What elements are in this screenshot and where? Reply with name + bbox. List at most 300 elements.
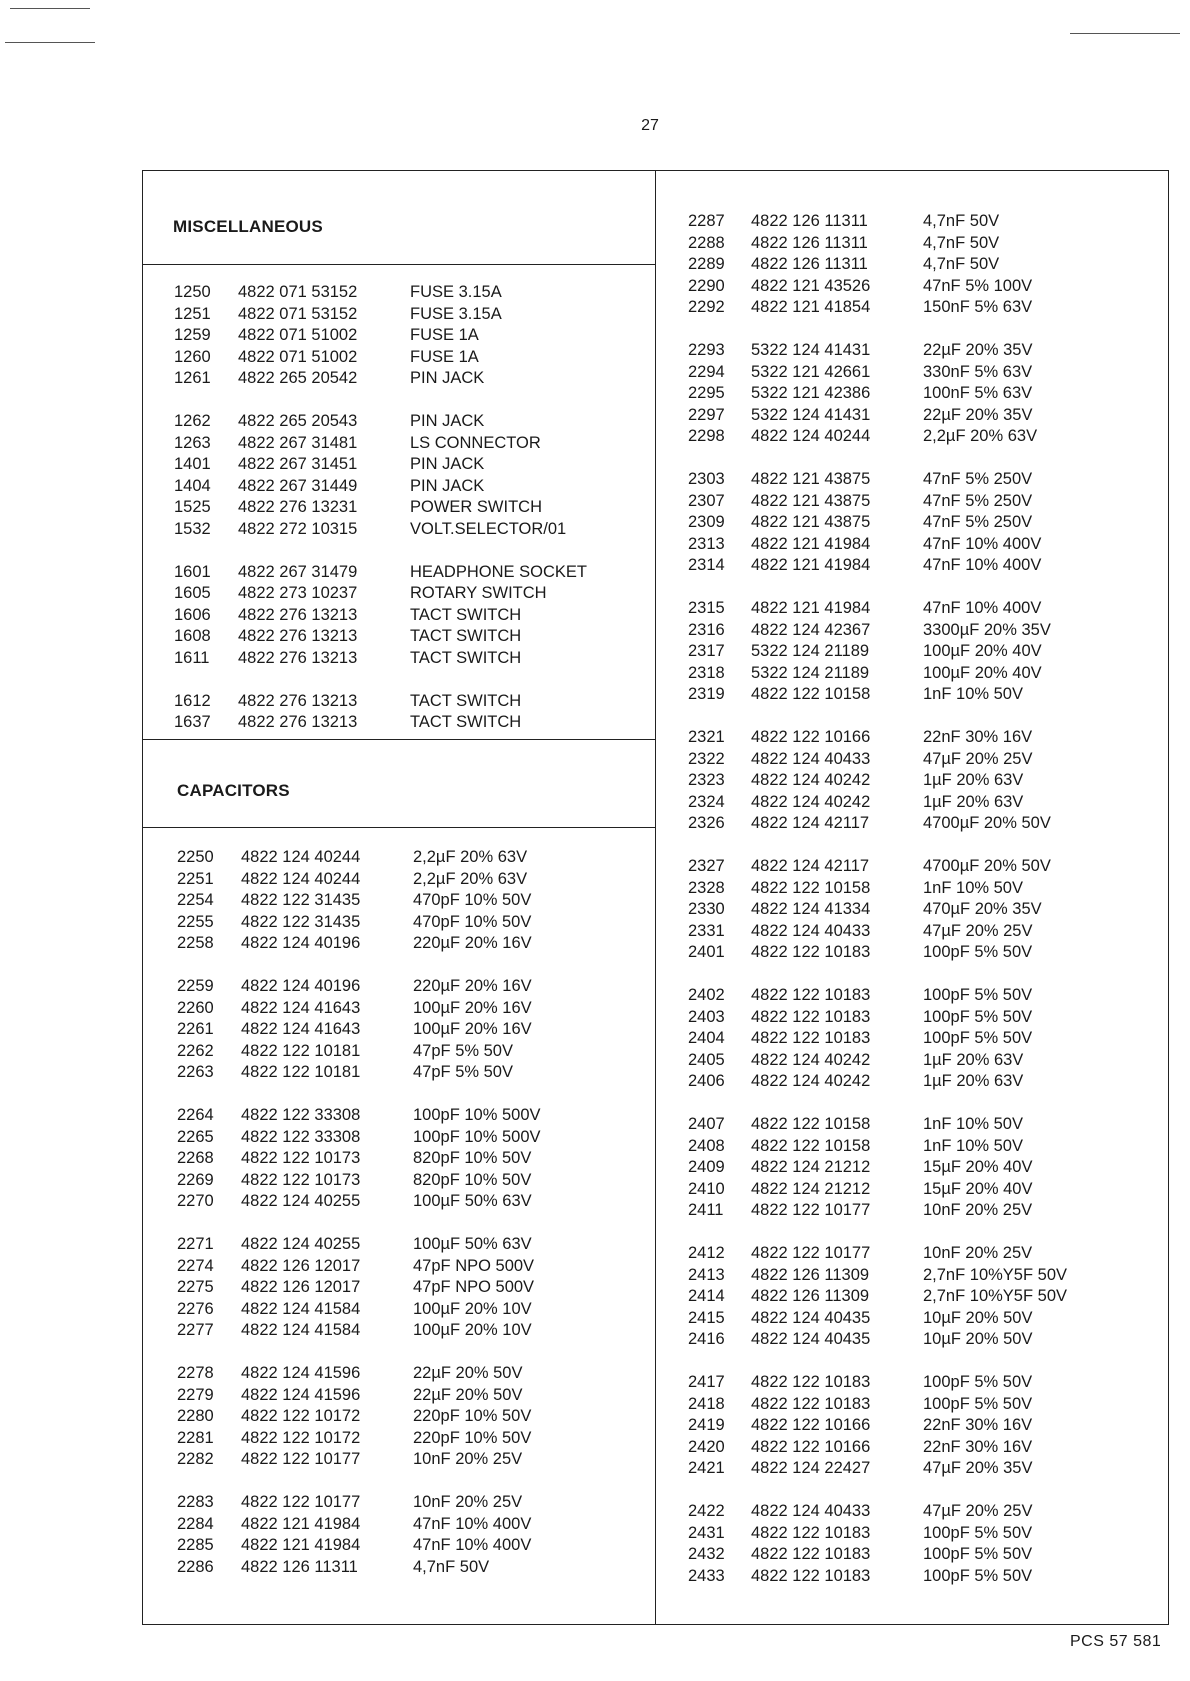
table-row [174,583,644,605]
table-row [688,942,1158,964]
part-code: 4822 267 31451 [238,455,358,473]
position-number: 2326 [688,814,725,832]
part-code: 4822 124 40435 [751,1308,871,1327]
position-number: 2402 [688,986,725,1004]
table-row [688,1308,1158,1330]
part-description: 47nF 10% 400V [923,556,1042,574]
table-row [688,1136,1158,1158]
part-description: 47nF 10% 400V [413,1514,532,1533]
position-number: 2313 [688,534,725,553]
position-number: 1262 [174,412,211,430]
parts-group [688,985,1158,1093]
position-number: 1401 [174,455,211,473]
position-number: 1263 [174,433,211,452]
part-code: 4822 122 10183 [751,1394,871,1413]
part-description: 47nF 10% 400V [923,599,1042,617]
table-row [688,684,1158,706]
position-number: 2417 [688,1373,725,1391]
table-row [688,1200,1158,1222]
position-number: 2422 [688,1502,725,1520]
table-row [688,1243,1158,1265]
part-code: 4822 124 41334 [751,900,871,918]
part-description: 22nF 30% 16V [923,1437,1033,1456]
part-code: 4822 071 51002 [238,326,358,344]
part-code: 4822 124 41596 [241,1385,361,1404]
part-code: 4822 122 10173 [241,1170,361,1189]
table-row [177,1385,647,1407]
position-number: 2307 [688,491,725,510]
part-description: 15µF 20% 40V [923,1158,1033,1176]
position-number: 2406 [688,1072,725,1090]
table-row [688,663,1158,685]
part-code: 4822 272 10315 [238,519,358,538]
table-row [688,491,1158,513]
part-code: 4822 124 41596 [241,1364,361,1382]
part-code: 4822 122 10158 [751,878,871,897]
part-description: 47nF 10% 400V [413,1536,532,1554]
part-code: 4822 122 10166 [751,1437,871,1456]
position-number: 1251 [174,304,211,323]
table-row [688,1071,1158,1093]
part-description: 22nF 30% 16V [923,728,1033,746]
part-description: VOLT.SELECTOR/01 [410,519,567,538]
parts-group [688,727,1158,835]
part-code: 4822 124 40255 [241,1192,361,1210]
part-code: 4822 122 10183 [751,943,871,961]
part-description: 22µF 20% 35V [923,405,1033,424]
part-code: 4822 122 31435 [241,912,361,931]
position-number: 2261 [177,1020,214,1038]
part-description: 820pF 10% 50V [413,1170,532,1189]
part-description: 1µF 20% 63V [923,1050,1024,1069]
capacitors-header-rule [142,827,655,828]
position-number: 2327 [688,857,725,875]
table-row [177,976,647,998]
table-row [688,1523,1158,1545]
part-code: 4822 121 41984 [751,534,871,553]
part-description: 470µF 20% 35V [923,900,1042,918]
position-number: 2421 [688,1459,725,1477]
table-row [177,1492,647,1514]
part-description: ROTARY SWITCH [410,584,547,602]
table-row [174,626,644,648]
position-number: 2259 [177,977,214,995]
part-description: 1nF 10% 50V [923,685,1023,703]
part-description: FUSE 1A [410,347,479,366]
part-description: 47µF 20% 35V [923,1459,1033,1477]
part-description: PIN JACK [410,412,485,430]
part-code: 4822 122 10183 [751,1029,871,1047]
position-number: 2281 [177,1428,214,1447]
part-description: POWER SWITCH [410,498,542,516]
position-number: 2293 [688,341,725,359]
table-row [177,1256,647,1278]
part-description: 47pF NPO 500V [413,1278,535,1296]
position-number: 2270 [177,1192,214,1210]
part-description: 10µF 20% 50V [923,1308,1033,1327]
part-code: 4822 121 41984 [751,556,871,574]
position-number: 2413 [688,1265,725,1284]
position-number: 1404 [174,476,211,495]
table-row [177,1041,647,1063]
position-number: 2271 [177,1235,214,1253]
position-number: 2309 [688,513,725,531]
part-description: PIN JACK [410,369,485,387]
part-description: 100µF 50% 63V [413,1235,532,1253]
position-number: 2414 [688,1287,725,1305]
part-description: 4,7nF 50V [413,1557,490,1576]
position-number: 2264 [177,1106,214,1124]
position-number: 2319 [688,685,725,703]
table-row [688,1007,1158,1029]
part-description: 47µF 20% 25V [923,749,1033,768]
part-code: 4822 126 11311 [751,233,868,252]
table-row [177,1277,647,1299]
part-description: 220µF 20% 16V [413,934,532,952]
part-code: 4822 122 33308 [241,1127,361,1146]
table-row [177,1062,647,1084]
part-description: 100pF 5% 50V [923,1545,1033,1563]
part-description: 47pF NPO 500V [413,1256,535,1275]
part-code: 4822 122 10177 [241,1493,361,1511]
position-number: 2294 [688,362,725,381]
part-code: 4822 276 13213 [238,648,358,667]
part-code: 4822 124 40242 [751,771,871,789]
table-row [177,1170,647,1192]
part-description: 4,7nF 50V [923,255,1000,273]
position-number: 2407 [688,1115,725,1133]
position-number: 2409 [688,1158,725,1176]
table-row [688,1286,1158,1308]
part-description: 220µF 20% 16V [413,977,532,995]
position-number: 1605 [174,584,211,602]
table-row [177,1406,647,1428]
table-row [174,562,644,584]
part-description: 1µF 20% 63V [923,771,1024,789]
position-number: 2331 [688,921,725,940]
table-row [177,933,647,955]
table-row [688,813,1158,835]
table-row [177,1191,647,1213]
position-number: 2404 [688,1029,725,1047]
position-number: 2328 [688,878,725,897]
part-code: 4822 121 43875 [751,470,871,488]
position-number: 2263 [177,1063,214,1081]
part-description: 100pF 5% 50V [923,1566,1033,1585]
position-number: 2268 [177,1149,214,1167]
miscellaneous-parts-list [174,282,644,734]
part-code: 4822 071 53152 [238,283,358,301]
part-description: HEADPHONE SOCKET [410,562,587,581]
position-number: 1261 [174,369,211,387]
part-description: 100µF 20% 40V [923,642,1042,660]
part-code: 4822 124 21212 [751,1179,871,1198]
parts-group [177,976,647,1084]
parts-group [688,340,1158,448]
table-row [688,297,1158,319]
part-code: 4822 122 10177 [241,1450,361,1468]
part-code: 4822 071 51002 [238,347,358,366]
part-code: 4822 276 13213 [238,627,358,645]
table-row [177,1535,647,1557]
table-row [688,1265,1158,1287]
capacitors-parts-list [177,847,647,1578]
part-description: 220pF 10% 50V [413,1428,532,1447]
position-number: 2408 [688,1136,725,1155]
part-code: 4822 124 40244 [241,869,361,888]
part-description: LS CONNECTOR [410,433,541,452]
part-description: 100pF 10% 500V [413,1127,541,1146]
part-code: 4822 122 10172 [241,1407,361,1425]
table-row [688,598,1158,620]
part-code: 4822 121 41854 [751,298,871,316]
parts-group [688,598,1158,706]
position-number: 2255 [177,912,214,931]
part-code: 5322 124 41431 [751,341,871,359]
part-description: 47pF 5% 50V [413,1063,513,1081]
part-code: 4822 122 10158 [751,1115,871,1133]
part-description: 4700µF 20% 50V [923,857,1051,875]
part-code: 4822 121 41984 [241,1536,361,1554]
part-code: 4822 122 10183 [751,1373,871,1391]
parts-group [174,562,644,670]
part-description: 4,7nF 50V [923,212,1000,230]
part-code: 4822 126 12017 [241,1256,361,1275]
part-description: TACT SWITCH [410,713,522,731]
part-description: FUSE 3.15A [410,283,502,301]
part-description: 100µF 20% 16V [413,1020,532,1038]
part-description: 47nF 10% 400V [923,534,1042,553]
scan-artifact [10,8,90,9]
position-number: 1250 [174,283,211,301]
part-code: 4822 071 53152 [238,304,358,323]
table-row [177,1428,647,1450]
table-row [688,1415,1158,1437]
table-row [688,620,1158,642]
part-description: 10nF 20% 25V [923,1244,1033,1262]
part-description: 4700µF 20% 50V [923,814,1051,832]
part-code: 4822 124 40435 [751,1330,871,1348]
position-number: 2317 [688,642,725,660]
table-row [688,1157,1158,1179]
table-row [688,340,1158,362]
part-code: 4822 121 43875 [751,491,871,510]
part-code: 4822 122 10181 [241,1041,361,1060]
part-code: 4822 122 10158 [751,1136,871,1155]
part-description: 47pF 5% 50V [413,1041,513,1060]
table-row [177,869,647,891]
part-code: 4822 126 11309 [751,1287,870,1305]
parts-group [688,856,1158,964]
position-number: 2323 [688,771,725,789]
table-row [177,1299,647,1321]
table-row [688,1437,1158,1459]
misc-header-rule [142,264,655,265]
parts-group [177,847,647,955]
part-code: 4822 273 10237 [238,584,358,602]
position-number: 1260 [174,347,211,366]
part-description: 470pF 10% 50V [413,912,532,931]
position-number: 2432 [688,1545,725,1563]
part-code: 4822 122 10177 [751,1201,871,1219]
part-code: 4822 267 31481 [238,433,358,452]
table-row [688,362,1158,384]
position-number: 2419 [688,1416,725,1434]
position-number: 2418 [688,1394,725,1413]
part-description: 100nF 5% 63V [923,384,1033,402]
table-row [688,555,1158,577]
part-code: 4822 265 20542 [238,369,358,387]
part-code: 4822 124 40255 [241,1235,361,1253]
position-number: 2285 [177,1536,214,1554]
part-description: 100pF 5% 50V [923,1029,1033,1047]
column-divider [655,170,656,1625]
part-code: 4822 267 31449 [238,476,358,495]
part-code: 4822 121 43875 [751,513,871,531]
part-code: 4822 122 10172 [241,1428,361,1447]
table-row [688,792,1158,814]
part-code: 4822 276 13213 [238,713,358,731]
part-description: FUSE 3.15A [410,304,502,323]
table-row [177,847,647,869]
part-code: 4822 121 41984 [241,1514,361,1533]
position-number: 2288 [688,233,725,252]
table-row [688,534,1158,556]
part-description: 47nF 5% 250V [923,513,1033,531]
part-description: 47µF 20% 25V [923,1502,1033,1520]
part-code: 4822 122 10158 [751,685,871,703]
table-row [688,1179,1158,1201]
table-row [688,856,1158,878]
position-number: 2405 [688,1050,725,1069]
table-row [688,1566,1158,1588]
part-description: 150nF 5% 63V [923,298,1033,316]
part-description: 15µF 20% 40V [923,1179,1033,1198]
table-row [688,383,1158,405]
parts-group [688,469,1158,577]
position-number: 2279 [177,1385,214,1404]
scan-artifact [1070,33,1180,34]
position-number: 2295 [688,384,725,402]
parts-group [688,1501,1158,1587]
part-description: 22nF 30% 16V [923,1416,1033,1434]
part-code: 4822 122 31435 [241,891,361,909]
scan-artifact [5,42,95,43]
part-description: 100pF 5% 50V [923,1523,1033,1542]
position-number: 2410 [688,1179,725,1198]
position-number: 1611 [174,648,210,667]
section-title-capacitors: CAPACITORS [177,781,290,800]
table-row [688,1050,1158,1072]
part-description: TACT SWITCH [410,691,522,710]
position-number: 2318 [688,663,725,682]
table-row [688,1329,1158,1351]
part-description: 2,2µF 20% 63V [413,848,528,866]
position-number: 2322 [688,749,725,768]
table-row [177,1127,647,1149]
part-description: 10µF 20% 50V [923,1330,1033,1348]
table-row [688,1028,1158,1050]
parts-group [688,1372,1158,1480]
section-title-miscellaneous: MISCELLANEOUS [173,217,323,236]
part-description: PIN JACK [410,476,485,495]
table-row [688,749,1158,771]
table-row [174,433,644,455]
position-number: 2258 [177,934,214,952]
part-code: 4822 276 13213 [238,691,358,710]
part-description: 1µF 20% 63V [923,792,1024,811]
part-description: TACT SWITCH [410,648,522,667]
part-code: 4822 124 42117 [751,857,870,875]
table-row [174,368,644,390]
part-description: 3300µF 20% 35V [923,620,1051,639]
table-row [177,912,647,934]
table-row [688,1458,1158,1480]
misc-section-end-rule [142,739,655,740]
position-number: 2265 [177,1127,214,1146]
part-code: 4822 265 20543 [238,412,358,430]
position-number: 2324 [688,792,725,811]
part-code: 4822 122 10183 [751,1007,871,1026]
table-row [688,985,1158,1007]
part-description: TACT SWITCH [410,627,522,645]
position-number: 2298 [688,427,725,445]
position-number: 2275 [177,1278,214,1296]
position-number: 1259 [174,326,211,344]
parts-group [688,211,1158,319]
table-row [177,890,647,912]
part-code: 4822 122 10183 [751,1566,871,1585]
position-number: 2431 [688,1523,725,1542]
part-code: 4822 124 40242 [751,792,871,811]
part-description: 2,7nF 10%Y5F 50V [923,1265,1068,1284]
position-number: 2276 [177,1299,214,1318]
table-row [174,411,644,433]
part-description: 22µF 20% 50V [413,1364,523,1382]
table-row [688,1544,1158,1566]
parts-group [177,1234,647,1342]
position-number: 2283 [177,1493,214,1511]
position-number: 2316 [688,620,725,639]
table-row [174,648,644,670]
parts-group [688,1114,1158,1222]
position-number: 2282 [177,1450,214,1468]
position-number: 2420 [688,1437,725,1456]
part-code: 4822 126 11311 [751,212,868,230]
position-number: 2315 [688,599,725,617]
part-description: 820pF 10% 50V [413,1149,532,1167]
part-code: 4822 276 13231 [238,498,358,516]
part-description: 1µF 20% 63V [923,1072,1024,1090]
position-number: 2278 [177,1364,214,1382]
part-description: 1nF 10% 50V [923,1136,1023,1155]
page-number: 27 [641,117,659,134]
position-number: 2292 [688,298,725,316]
table-row [174,476,644,498]
parts-group [174,282,644,390]
table-row [174,347,644,369]
part-description: 2,2µF 20% 63V [923,427,1038,445]
part-code: 4822 126 11311 [241,1557,358,1576]
table-row [688,727,1158,749]
parts-group [174,691,644,734]
position-number: 2254 [177,891,214,909]
table-row [177,1363,647,1385]
part-code: 4822 124 40242 [751,1050,871,1069]
position-number: 2411 [688,1201,724,1219]
part-code: 4822 124 40196 [241,977,361,995]
position-number: 1601 [174,562,211,581]
